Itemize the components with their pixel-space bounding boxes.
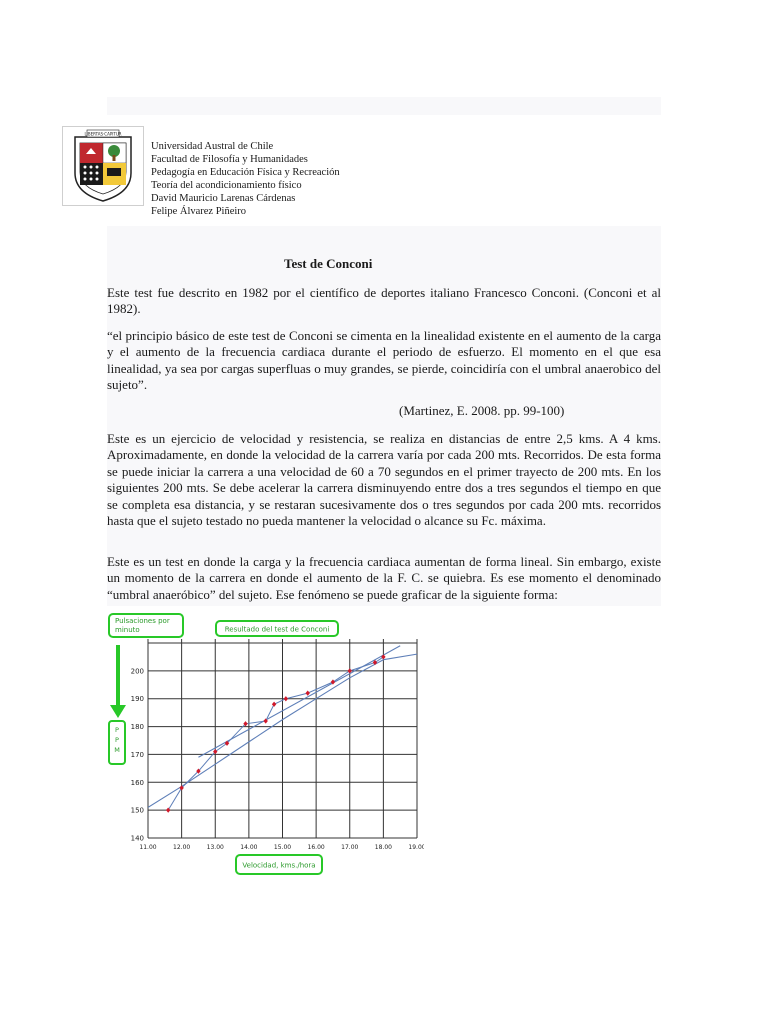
paragraph-method: Este es un ejercicio de velocidad y resistencia, se realiza en distancias de entre 2,5 kms. A 4 kms. Aproximadamente, en donde la velocidad de la carrera varía por cada 200 mts. Recorridos. De esta forma se puede iniciar la carrera a una velocidad de 60 a 70 segundos en el primer trayecto de 200 mts. En los siguientes 200 mts. Se debe acelerar la carrera disminuyendo entre dos a tres segundos el tiempo en que se completa esa distancia, y se restaran sucesivamente dos o tres segundos por cada 200 mts. recorridos hasta que el sujeto testado no pueda mantener la velocidad o alcance su Fc. máxima. — [107, 431, 661, 529]
document-title: Test de Conconi — [284, 256, 373, 271]
body-band — [107, 226, 661, 606]
ylabel-text-line-1: Pulsaciones por — [115, 617, 170, 625]
ppm-letter-2: P — [115, 736, 119, 744]
header-line-author-1: David Mauricio Larenas Cárdenas — [151, 193, 296, 205]
x-tick-label: 14.00 — [240, 844, 258, 851]
y-tick-label: 200 — [130, 667, 144, 676]
y-tick-label: 170 — [130, 750, 144, 759]
header-line-faculty: Facultad de Filosofía y Humanidades — [151, 154, 308, 166]
x-tick-label: 12.00 — [173, 844, 191, 851]
chart-title: Resultado del test de Conconi — [224, 625, 330, 634]
y-tick-label: 160 — [130, 778, 144, 787]
conconi-chart-svg — [104, 611, 424, 881]
ylabel-text-line-2: minuto — [115, 626, 140, 634]
university-logo — [62, 126, 144, 206]
paragraph-threshold: Este es un test en donde la carga y la frecuencia cardiaca aumentan de forma lineal. Sin embargo, existe un momento de la carrera en donde el aumento de la F. C. se quiebra. Es ese momento el denominado “umbral anaeróbico” del sujeto. Ese fenómeno se puede graficar de la siguiente forma: — [107, 554, 661, 602]
x-tick-label: 18.00 — [374, 844, 392, 851]
paragraph-intro: Este test fue descrito en 1982 por el científico de deportes italiano Francesco Conconi. (Conconi et al 1982). — [107, 285, 661, 317]
y-tick-label: 150 — [130, 806, 144, 815]
y-tick-label: 140 — [130, 834, 144, 843]
x-tick-label: 11.00 — [139, 844, 157, 851]
header-line-author-2: Felipe Álvarez Piñeiro — [151, 206, 247, 218]
x-tick-labels — [139, 844, 424, 851]
x-tick-label: 15.00 — [273, 844, 292, 851]
y-tick-label: 190 — [130, 695, 144, 704]
x-tick-label: 19.00 — [408, 844, 424, 851]
header-line-university: Universidad Austral de Chile — [151, 141, 274, 152]
x-tick-label: 16.00 — [307, 844, 325, 851]
header-line-course: Teoría del acondicionamiento físico — [151, 180, 302, 192]
ppm-letter-1: P — [115, 726, 119, 734]
x-tick-label: 17.00 — [341, 844, 359, 851]
paragraph-quote: “el principio básico de este test de Conconi se cimenta en la linealidad existente en el aumento de la carga y el aumento de la frecuencia cardiaca durante el periodo de esfuerzo. El momento en el que esa linealidad, ya sea por cargas superfluas o muy grandes, se pierde, coincidiría con el umbral anaerobico del sujeto”. — [107, 328, 661, 393]
header-band — [107, 97, 661, 115]
y-tick-label: 180 — [130, 723, 144, 732]
header-line-program: Pedagogía en Educación Física y Recreación — [151, 167, 340, 179]
citation: (Martinez, E. 2008. pp. 99-100) — [399, 403, 565, 418]
header-block — [151, 140, 340, 219]
ppm-letter-3: M — [114, 746, 120, 754]
conconi-chart — [104, 611, 424, 881]
logo-motto-text: LIBERTAS·CAPITUR — [84, 131, 122, 137]
x-tick-label: 13.00 — [206, 844, 224, 851]
university-crest-icon — [63, 127, 143, 205]
x-axis-label: Velocidad, kms./hora — [242, 861, 316, 870]
